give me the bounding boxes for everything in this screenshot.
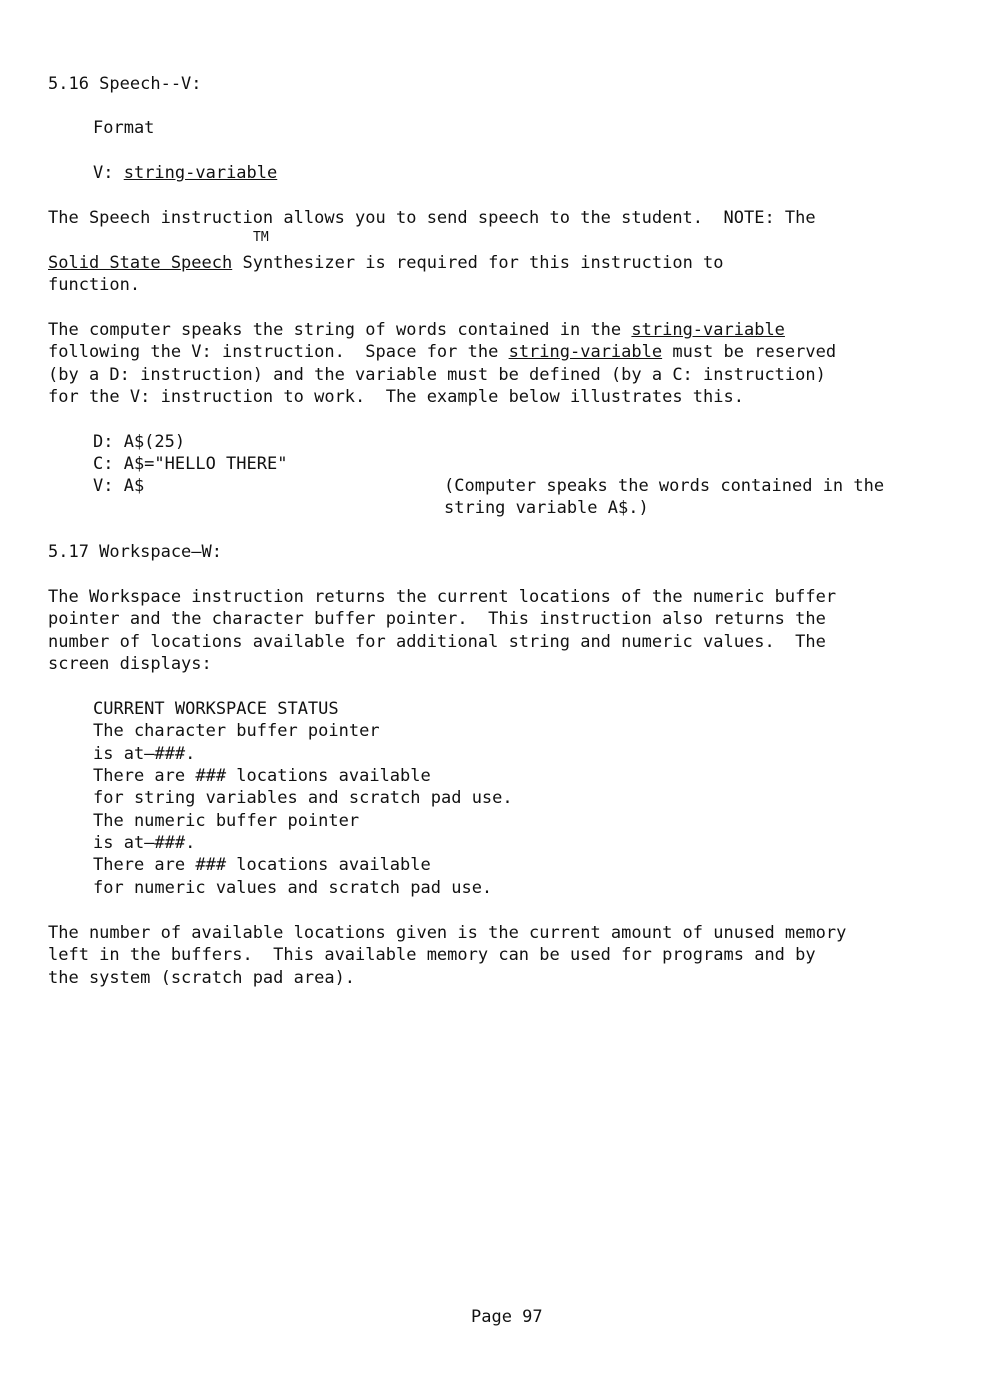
workspace-paragraph-line: screen displays: — [48, 654, 212, 674]
speech-paragraph-line: for the V: instruction to work. The example below illustrates this. — [48, 387, 744, 407]
example-code-line: D: A$(25) — [93, 432, 186, 452]
speech-paragraph-line: (by a D: instruction) and the variable must be defined (by a C: instruction) — [48, 365, 826, 385]
example-note-line: string variable A$.) — [444, 498, 649, 518]
workspace-paragraph-line: number of locations available for additional string and numeric values. The — [48, 632, 826, 652]
display-line: is at—###. — [93, 833, 196, 853]
workspace-summary-line: the system (scratch pad area). — [48, 968, 356, 988]
speech-paragraph-line: following the V: instruction. Space for the string-variable must be reserved — [48, 342, 837, 362]
display-line: There are ### locations available — [93, 855, 431, 875]
speech-paragraph-line: The computer speaks the string of words contained in the string-variable — [48, 320, 785, 340]
display-line: There are ### locations available — [93, 766, 431, 786]
page-number: Page 97 — [471, 1307, 543, 1327]
workspace-paragraph-line: The Workspace instruction returns the current locations of the numeric buffer — [48, 587, 837, 607]
section-heading-workspace: 5.17 Workspace—W: — [48, 542, 222, 562]
format-prefix: V: — [93, 163, 124, 183]
format-label: Format — [93, 118, 155, 138]
workspace-summary-line: The number of available locations given is the current amount of unused memory — [48, 923, 847, 943]
display-line: for string variables and scratch pad use. — [93, 788, 513, 808]
workspace-paragraph-line: pointer and the character buffer pointer. This instruction also returns the — [48, 609, 826, 629]
display-line: The numeric buffer pointer — [93, 811, 360, 831]
format-syntax — [93, 162, 277, 184]
example-code-line: C: A$="HELLO THERE" — [93, 454, 288, 474]
display-line: for numeric values and scratch pad use. — [93, 878, 493, 898]
speech-paragraph-line: function. — [48, 275, 141, 295]
format-arg: string-variable — [123, 163, 278, 183]
speech-paragraph-line: Solid State Speech Synthesizer is required for this instruction to — [48, 253, 724, 273]
example-note-line: (Computer speaks the words contained in the — [444, 476, 885, 496]
display-line: is at—###. — [93, 744, 196, 764]
display-line: CURRENT WORKSPACE STATUS — [93, 699, 339, 719]
section-heading-speech: 5.16 Speech--V: — [48, 74, 202, 94]
trademark-mark: TM — [253, 230, 269, 245]
speech-paragraph-line: The Speech instruction allows you to send speech to the student. NOTE: The — [48, 208, 816, 228]
display-line: The character buffer pointer — [93, 721, 380, 741]
example-code-line: V: A$ — [93, 476, 145, 496]
trademark-name: Solid State Speech — [48, 253, 233, 273]
workspace-summary-line: left in the buffers. This available memory can be used for programs and by — [48, 945, 816, 965]
